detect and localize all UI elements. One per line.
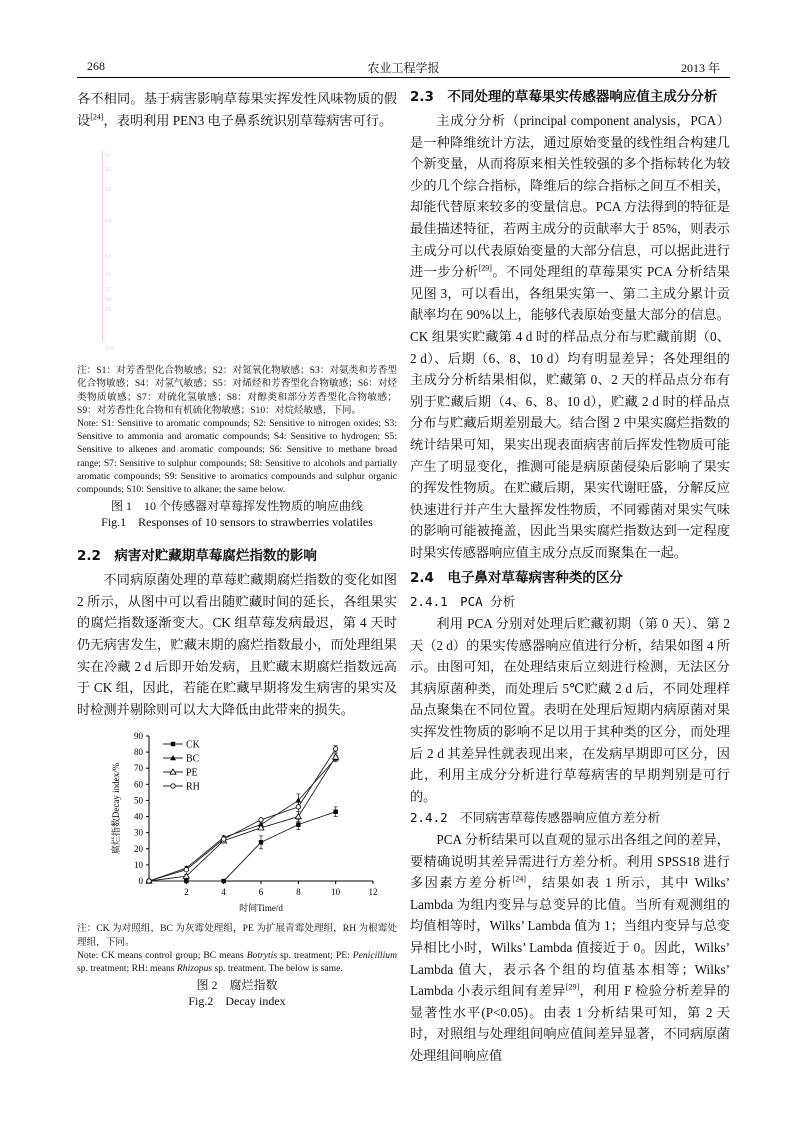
fig1-label: S3 xyxy=(105,187,112,194)
svg-text:腐烂指数Decay index/%: 腐烂指数Decay index/% xyxy=(111,763,121,855)
svg-text:40: 40 xyxy=(134,811,143,822)
svg-text:6: 6 xyxy=(258,887,264,898)
svg-text:70: 70 xyxy=(134,763,143,774)
svg-text:0: 0 xyxy=(138,876,143,887)
fig1-label: S8 xyxy=(105,297,112,304)
section-2-4-2-heading: 2.4.2 不同病害草莓传感器响应值方差分析 xyxy=(410,810,661,826)
svg-text:时间Time/d: 时间Time/d xyxy=(239,903,283,914)
figure-1-sensor-responses xyxy=(77,139,397,364)
svg-text:10: 10 xyxy=(331,887,341,898)
section-2-2-paragraph: 不同病原菌处理的草莓贮藏期腐烂指数的变化如图 2 所示，从图中可以看出随贮藏时间的延长，各组果实的腐烂指数逐渐变大。CK 组草莓发病最迟，第 4 天时仍无病害发生，贮藏末期的腐烂指数最小，而处理组果实在冷藏 2 d 后即开始发病，且贮藏末期腐烂指数远高于 CK 组，因此，若能在贮藏早期将发生病害的果实及时检测并剔除则可以大大降低由此带来的损失。 xyxy=(77,572,397,717)
fig1-caption-en: Fig.1 Responses of 10 sensors to strawberries volatiles xyxy=(101,515,373,530)
section-2-4-1-heading: 2.4.1 PCA 分析 xyxy=(410,594,516,610)
svg-text:50: 50 xyxy=(134,795,143,806)
svg-text:BC: BC xyxy=(186,753,200,765)
svg-text:CK: CK xyxy=(186,739,200,751)
fig1-caption-cn: 图 1 10 个传感器对草莓挥发性物质的响应曲线 xyxy=(110,499,363,514)
svg-text:10: 10 xyxy=(134,860,143,871)
fig1-label: S7 xyxy=(105,287,112,294)
section-2-4-1-paragraph: 利用 PCA 分别对处理后贮藏初期（第 0 天）、第 2 天（2 d）的果实传感器响应值进行分析，结果如图 4 所示。由图可知，在处理结束后立刻进行检测，无法区分其病原菌种类，而处理后 5℃贮藏 2 d 后，不同处理样品点聚集在不同位置。表明在处理后短期内病原菌对果实挥发性物质的影响不足以用于其种类的区分，而处理后 2 d 其差异性就表现出来，在发病早期即可区分，因此，利用主成分分析进行草莓病害的早期判别是可行的。 xyxy=(410,616,730,804)
fig2-note-en: Note: CK means control group; BC means Botrytis sp. treatment; PE: Penicillium sp. treatment; RH: means Rhizopus sp. treatment. The below is same. xyxy=(77,949,397,974)
citation: [29] xyxy=(565,982,580,992)
section-2-2-heading: 2.2 病害对贮藏期草莓腐烂指数的影响 xyxy=(77,548,317,565)
fig2-caption-en: Fig.2 Decay index xyxy=(188,994,286,1009)
fig1-label: S1 xyxy=(105,153,112,160)
page-header xyxy=(77,57,730,78)
right-column xyxy=(410,88,730,1067)
intro-text-end: ，表明利用 PEN3 电子鼻系统识别草莓病害可行。 xyxy=(103,112,393,128)
fig1-note-cn: 注：S1：对芳香型化合物敏感；S2：对氮氧化物敏感；S3：对氨类和芳香型化合物敏感；S4：对氢气敏感；S5：对烯烃和芳香型化合物敏感；S6：对烃类物质敏感；S7：对硫化氢敏感；S8：对醇类和部分芳香型化合物敏感；S9：对芳香性化合物和有机硫化物敏感；S10：对烷烃敏感，下同。 xyxy=(77,365,397,416)
svg-text:30: 30 xyxy=(134,828,143,839)
fig1-label: S6 xyxy=(105,272,112,279)
figure-2-decay-chart xyxy=(85,728,385,918)
svg-text:4: 4 xyxy=(221,887,226,898)
section-2-4-2-paragraph: PCA 分析结果可以直观的显示出各组之间的差异，要精确说明其差异需进行方差分析。利用 SPSS18 进行多因素方差分析[24]，结果如表 1 所示，其中 Wilks’ Lambda 为组内变异与总变异的比值。当所有观测组的均值相等时，Wilks’ Lambda 值为 1；当组内变异与总变异相比小时，Wilks’ Lambda 值接近于 0。因此，Wilks’ Lambda 值大，表示各个组的均值基本相等；Wilks’ Lambda 小表示组间有差异[29]，利用 F 检验分析差异的显著性水平(P<0.05)。由表 1 分析结果可知，第 2 天时，对照组与处理组间响应值间差异显著，不同病原菌处理组间响应值 xyxy=(410,832,730,1063)
fig1-note-en: Note: S1: Sensitive to aromatic compounds; S2: Sensitive to nitrogen oxides; S3: Sensitive to ammonia and aromatic compounds; S4: Sensitive to hydrogen; S5: Sensitive to alkenes and aromatic compounds; S6: Sensitive to methane broad range; S7: Sensitive to sulphur compounds; S8: Sensitive to alcohols and partially aromatic compounds; S9: Sensitive to aromatics compounds and sulphur organic compounds; S10: Sensitive to alkane; the same below. xyxy=(77,418,397,496)
page-number: 268 xyxy=(87,59,105,73)
journal-title: 农业工程学报 xyxy=(367,61,440,75)
intro-text: 各不相同。基于病害影响草莓果实挥发性风味物质的假设 xyxy=(77,91,397,128)
section-2-3-heading: 2.3 不同处理的草莓果实传感器响应值主成分分析 xyxy=(410,89,718,105)
svg-text:90: 90 xyxy=(134,731,143,742)
svg-text:PE: PE xyxy=(186,767,198,779)
journal-year: 2013 年 xyxy=(680,61,720,75)
fig2-caption-cn: 图 2 腐烂指数 xyxy=(196,978,278,993)
svg-text:RH: RH xyxy=(186,781,200,793)
fig1-label: S9 xyxy=(105,307,112,314)
svg-text:2: 2 xyxy=(184,887,189,898)
fig1-label: S4 xyxy=(105,219,112,226)
fig1-label: S2 xyxy=(105,167,112,174)
svg-text:8: 8 xyxy=(296,887,301,898)
citation: [24] xyxy=(512,874,526,884)
svg-text:60: 60 xyxy=(134,779,143,790)
fig1-label: S5 xyxy=(105,254,112,261)
left-column xyxy=(77,88,397,1010)
svg-text:20: 20 xyxy=(134,844,143,855)
svg-text:12: 12 xyxy=(368,887,378,898)
decay-index-line-chart xyxy=(85,728,385,918)
svg-text:80: 80 xyxy=(134,747,143,758)
section-2-3-paragraph: 主成分分析（principal component analysis，PCA）是一种降维统计方法，通过原始变量的线性组合构建几个新变量，从而将原来相关性较强的多个指标转化为较少的几个综合指标，降维后的综合指标之间互不相关，却能代替原来较多的变量信息。PCA 方法得到的特征是最佳描述特征，若两主成分的贡献率大于 85%，则表示主成分可以代表原始变量的大部分信息，可以据此进行进一步分析[29]。不同处理组的草莓果实 PCA 分析结果见图 3，可以看出，各组果实第一、第二主成分累计贡献率均在 90%以上，能够代表原始变量大部分的信息。CK 组果实贮藏第 4 d 时的样品点分布与贮藏前期（0、2 d）、后期（6、8、10 d）均有明显差异；各处理组的主成分分析结果相似，贮藏第 0、2 天的样品点分布有别于贮藏后期（4、6、8、10 d），贮藏 2 d 时的样品点分布与贮藏后期差别最大。结合图 2 中果实腐烂指数的统计结果可知，果实出现表面病害前后挥发性物质可能产生了明显变化，推测可能是病原菌侵染后影响了果实的挥发性物质。在贮藏后期，果实代谢旺盛，分解反应快速进行并产生大量挥发性物质，不同霉菌对果实气味的影响可能被掩盖，因此当果实腐烂指数达到一定程度时果实传感器响应值主成分点反而聚集在一起。 xyxy=(410,113,730,560)
fig1-label: S10 xyxy=(105,346,115,353)
fig1-axis-line xyxy=(102,151,103,341)
citation: [24] xyxy=(90,112,104,122)
fig2-note-cn: 注：CK 为对照组，BC 为灰霉处理组，PE 为扩展青霉处理组，RH 为根霉处理组，下同。 xyxy=(77,923,397,948)
citation: [29] xyxy=(478,263,492,273)
section-2-4-heading: 2.4 电子鼻对草莓病害种类的区分 xyxy=(410,570,623,587)
intro-paragraph xyxy=(77,88,397,131)
